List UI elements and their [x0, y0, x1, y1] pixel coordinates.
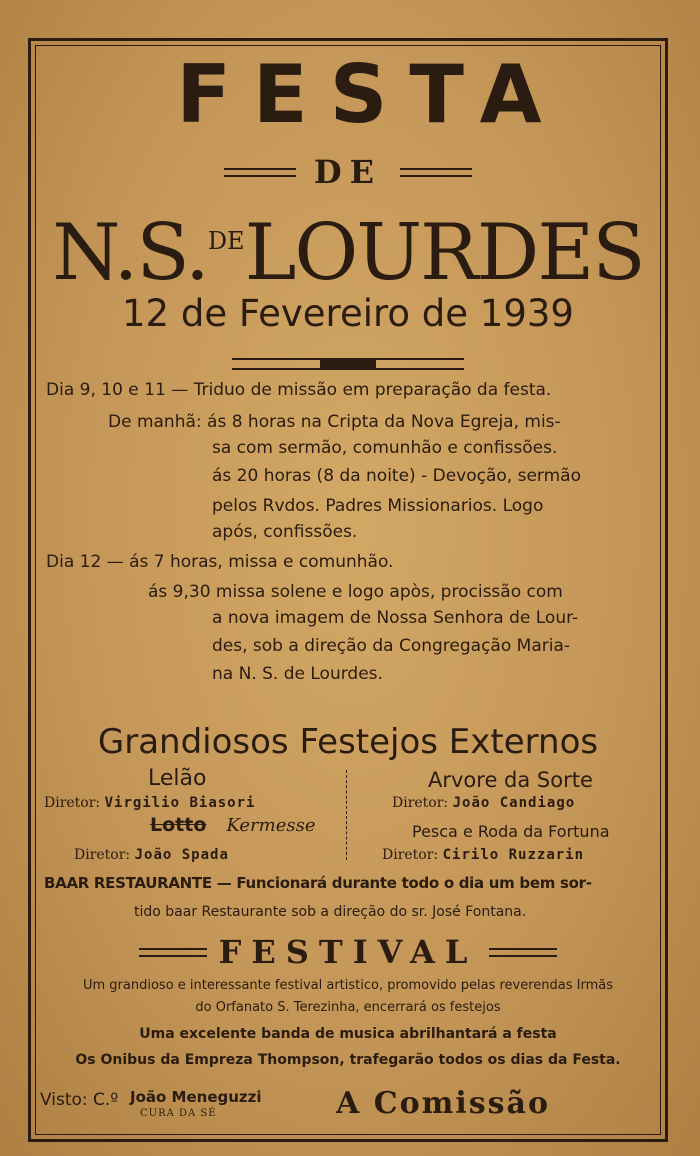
program-line: des, sob a direção da Congregação Maria- [212, 636, 570, 656]
kermesse-handwritten: Kermesse [226, 815, 316, 836]
lotto-struck: Lotto [150, 814, 207, 836]
festival-line-3: Uma excelente banda de musica abrilhantará a festa [139, 1026, 557, 1042]
director-name: Cirilo Ruzzarin [442, 847, 585, 863]
director-label: Diretor: [382, 847, 439, 863]
director-name: João Candiago [452, 795, 576, 811]
director-name: João Spada [134, 847, 229, 863]
program-line: Dia 9, 10 e 11 — Triduo de missão em preparação da festa. [46, 380, 552, 400]
festival-line-1: Um grandioso e interessante festival artistico, promovido pelas reverendas Irmãs [82, 978, 613, 993]
de-row [36, 152, 660, 192]
title-ns: N.S. [52, 208, 208, 298]
rule-left [139, 948, 207, 957]
festa-date: 12 de Fevereiro de 1939 [122, 292, 574, 335]
director-name: Virgilio Biasori [104, 795, 256, 811]
header-divider [232, 358, 464, 370]
program-line: pelos Rvdos. Padres Missionarios. Logo [212, 496, 544, 516]
leilao-director [44, 794, 255, 812]
title-de: DE [313, 153, 383, 191]
baar-line-1: BAAR RESTAURANTE — Funcionará durante todo o dia um bem sor- [44, 874, 592, 892]
signatory-role: CURA DA SÉ [140, 1108, 217, 1119]
festival-title: FESTIVAL [218, 933, 478, 971]
title-lourdes: LOURDES [244, 208, 644, 298]
lotto-row [150, 814, 316, 836]
visto-label: Visto: C.º [40, 1090, 119, 1110]
director-label: Diretor: [44, 795, 101, 811]
lotto-director [74, 846, 229, 864]
pesca-label: Pesca e Roda da Fortuna [412, 822, 610, 841]
program-line: sa com sermão, comunhão e confissões. [212, 438, 558, 458]
program-line: ás 9,30 missa solene e logo apòs, procissão com [148, 582, 563, 602]
title-ns-de-lourdes [36, 196, 660, 298]
column-divider [346, 770, 347, 860]
baar-line-2: tido baar Restaurante sob a direção do sr. José Fontana. [134, 904, 527, 920]
festival-line-2: do Orfanato S. Terezinha, encerrará os festejos [195, 1000, 501, 1015]
arvore-label: Arvore da Sorte [428, 768, 593, 792]
pesca-director [382, 846, 584, 864]
leilao-label: Lelão [148, 766, 207, 791]
festival-line-4: Os Onibus da Empreza Thompson, trafegarão todos os dias da Festa. [75, 1052, 621, 1068]
program-line: ás 20 horas (8 da noite) - Devoção, sermão [212, 466, 581, 486]
comissao-signature: A Comissão [336, 1086, 550, 1121]
rule-left [224, 168, 296, 177]
program-line: De manhã: ás 8 horas na Cripta da Nova Egreja, mis- [108, 412, 561, 432]
program-line: na N. S. de Lourdes. [212, 664, 383, 684]
program-line: Dia 12 — ás 7 horas, missa e comunhão. [46, 552, 394, 572]
program-line: a nova imagem de Nossa Senhora de Lour- [212, 608, 579, 628]
festejos-title: Grandiosos Festejos Externos [97, 722, 599, 762]
title-festa: FESTA [176, 48, 564, 141]
program-line: após, confissões. [212, 522, 358, 542]
director-label: Diretor: [74, 847, 131, 863]
rule-right [400, 168, 472, 177]
rule-right [489, 948, 557, 957]
festival-row [36, 934, 660, 970]
signatory-name: João Meneguzzi [130, 1088, 262, 1106]
director-label: Diretor: [392, 795, 449, 811]
title-de-small: DE [207, 227, 245, 255]
arvore-director [392, 794, 575, 812]
